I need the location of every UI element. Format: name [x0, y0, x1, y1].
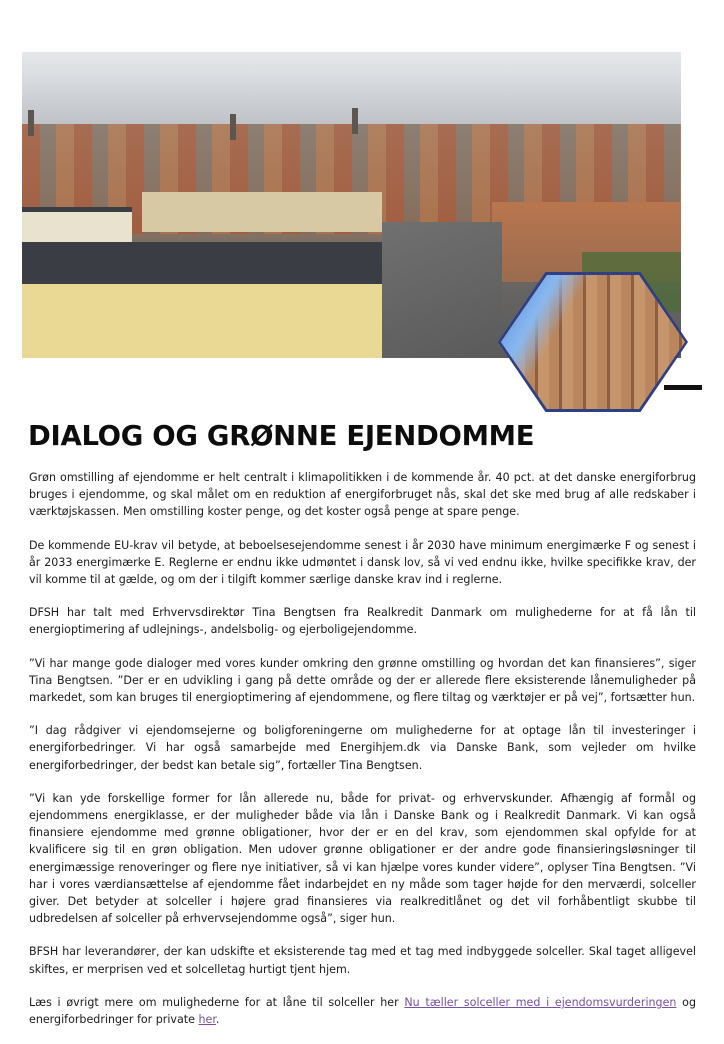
paragraph: BFSH har leverandører, der kan udskifte et eksisterende tag med et tag med indbyggede solceller. Skal taget alligevel skiftes, er merprisen ved et solcelletag hurtigt tjent hjem. [29, 945, 696, 976]
photo-church-spire [230, 114, 236, 140]
link-private-here[interactable]: her [198, 1013, 216, 1027]
paragraph-text: Læs i øvrigt mere om mulighederne for at låne til solceller her [29, 995, 405, 1009]
paragraph: ”Vi kan yde forskellige former for lån allerede nu, både for privat- og erhvervskunder. Afhængig af formål og ejendommens energiklasse, er der muligheder både via lån i Danske Bank og i Realkredit Danmark. Vi kan også finansiere ejendomme med grønne obligationer, hvor der er en del krav, som ejendommen skal opfylde for at kvalificere sig til en grøn obligation. Men udover grønne obligationer er der andre gode finansieringsløsninger til energimæssige renoveringer og flere nye initiativer, så vi kan hjælpe vores kunder videre”, oplyser Tina Bengtsen. ”Vi har i vores værdiansættelse af ejendomme fået indarbejdet en ny måde som tager højde for den merværdi, solceller giver. Det betyder at solceller i højere grad finansieres via realkreditlånet og det vil forhåbentligt skubbe til udbredelsen af solceller på erhvervsejendomme også”, siger hun. [29, 791, 696, 926]
paragraph-text: og energiforbedringer for private [29, 995, 697, 1027]
paragraph: DFSH har talt med Erhvervsdirektør Tina Bengtsen fra Realkredit Danmark om mulighederne for at få lån til energioptimering af udlejnings-, andelsbolig- og ejerboligejendomme. [29, 606, 696, 637]
photo-yellow-apartment-block [22, 284, 382, 358]
article-body [29, 469, 696, 1044]
page-title: DIALOG OG GRØNNE EJENDOMME [28, 420, 535, 452]
paragraph: ”Vi har mange gode dialoger med vores kunder omkring den grønne omstilling og hvordan det kan finansieres”, siger Tina Bengtsen. ”Der er en udvikling i gang på dette område og der er allerede flere eksisterende lånemuligheder på markedet, som kan bruges til energioptimering af ejendommene, og flere tiltag og værktøjer er på vej”, fortsætter hun. [29, 656, 696, 705]
accent-line [664, 385, 702, 390]
paragraph-links [29, 994, 696, 1028]
photo-building [142, 192, 382, 232]
photo-street [382, 222, 502, 358]
paragraph: De kommende EU-krav vil betyde, at beboelsesejendomme senest i år 2030 have minimum energimærke F og senest i år 2033 energimærke E. Reglerne er endnu ikke udmøntet i dansk lov, så vi ved endnu ikke, hvilke specifikke krav, der vil komme til at gælde, og om der i tilgift kommer særlige danske krav ind i reglerne. [29, 538, 696, 587]
photo-church-spire [28, 110, 34, 136]
paragraph-text: . [215, 1013, 220, 1027]
link-solar-valuation[interactable]: Nu tæller solceller med i ejendomsvurderingen [404, 995, 677, 1009]
paragraph: ”I dag rådgiver vi ejendomsejerne og boligforeningerne om mulighederne for at optage lån til investeringer i energiforbedringer. Vi har også samarbejde med Energihjem.dk via Danske Bank, som vejleder om hvilke energiforbedringer, der bedst kan betale sig”, fortæller Tina Bengtsen. [29, 724, 696, 772]
paragraph: Grøn omstilling af ejendomme er helt centralt i klimapolitikken i de kommende år. 40 pct. at det danske energiforbrug bruges i ejendomme, og skal målet om en reduktion af energiforbruget nås, skal det ske med brug af alle redskaber i værktøjskassen. Men omstilling koster penge, og det koster også penge at spare penge. [29, 471, 696, 519]
photo-church-spire [352, 108, 358, 134]
